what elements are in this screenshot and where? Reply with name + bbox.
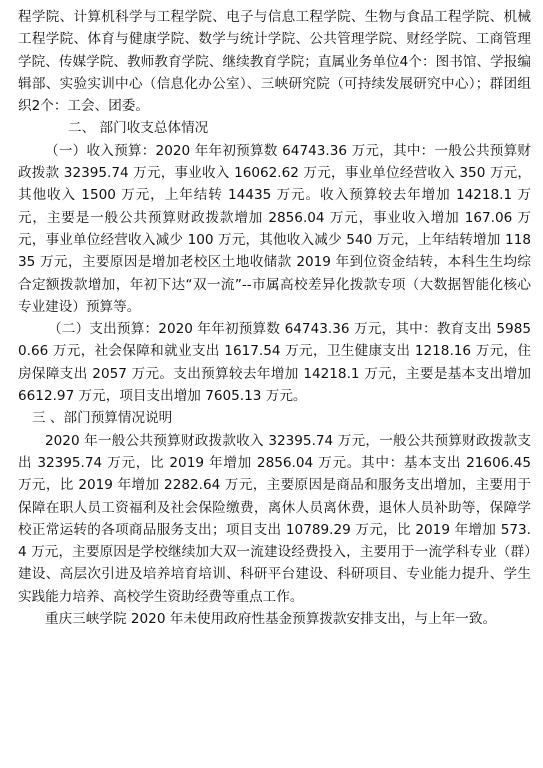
heading-section-2: 二、 部门收支总体情况 — [68, 120, 209, 137]
paragraph-budget-explanation: 2020 年一般公共预算财政拨款收入 32395.74 万元，一般公共预算财政拨款支出 32395.74 万元，比 2019 年增加 2856.04 万元。其中：基本支出 21606.45 万元，比 2019 年增加 2282.64 万元，主要原因是商品和服务支出增加，主要用于保障在职人员工资福利及社会保险缴费，离休人员离休费，退休人员补助等，保障学校正常运转的各项商品服务支出；项目支出 10789.29 万元，比 2019 年增加 573.4 万元，主要原因是学校继续加大双一流建设经费投入，主要用于一流学科专业（群）建设、高层次引进及培养培育培训、科研平台建设、科研项目、专业能力提升、学生实践能力培养、高校学生资助经费等重点工作。 — [18, 432, 531, 605]
paragraph-government-fund: 重庆三峡学院 2020 年未使用政府性基金预算拨款安排支出，与上年一致。 — [45, 611, 497, 628]
heading-section-3: 三 、部门预算情况说明 — [32, 410, 173, 427]
paragraph-income-budget: （一）收入预算：2020 年年初预算数 64743.36 万元，其中：一般公共预算财政拨款 32395.74 万元，事业收入 16062.62 万元，事业单位经营收入 350 万元，其他收入 1500 万元，上年结转 14435 万元。收入预算较去年增加 14218.1 万元，主要是一般公共预算财政拨款增加 2856.04 万元，事业收入增加 167.06 万元，事业单位经营收入减少 100 万元，其他收入减少 540 万元，上年结转增加 11835 万元，主要原因是增加老校区土地收储款 2019 年到位资金结转，本科生生均综合定额拨款增加，年初下达“双一流”--市属高校差异化拨款专项（大数据智能化核心专业建设）预算等。 — [18, 142, 531, 315]
paragraph-units: 程学院、计算机科学与工程学院、电子与信息工程学院、生物与食品工程学院、机械工程学院、体育与健康学院、数学与统计学院、公共管理学院、财经学院、工商管理学院、传媒学院、教师教育学院、继续教育学院；直属业务单位4个：图书馆、学报编辑部、实验实训中心（信息化办公室）、三峡研究院（可持续发展研究中心）；群团组织2个：工会、团委。 — [18, 9, 531, 115]
paragraph-expense-budget: （二）支出预算：2020 年年初预算数 64743.36 万元，其中：教育支出 59850.66 万元，社会保障和就业支出 1617.54 万元，卫生健康支出 1218.16 万元，住房保障支出 2057 万元。支出预算较去年增加 14218.1 万元，主要是基本支出增加 6612.97 万元，项目支出增加 7605.13 万元。 — [18, 321, 531, 405]
